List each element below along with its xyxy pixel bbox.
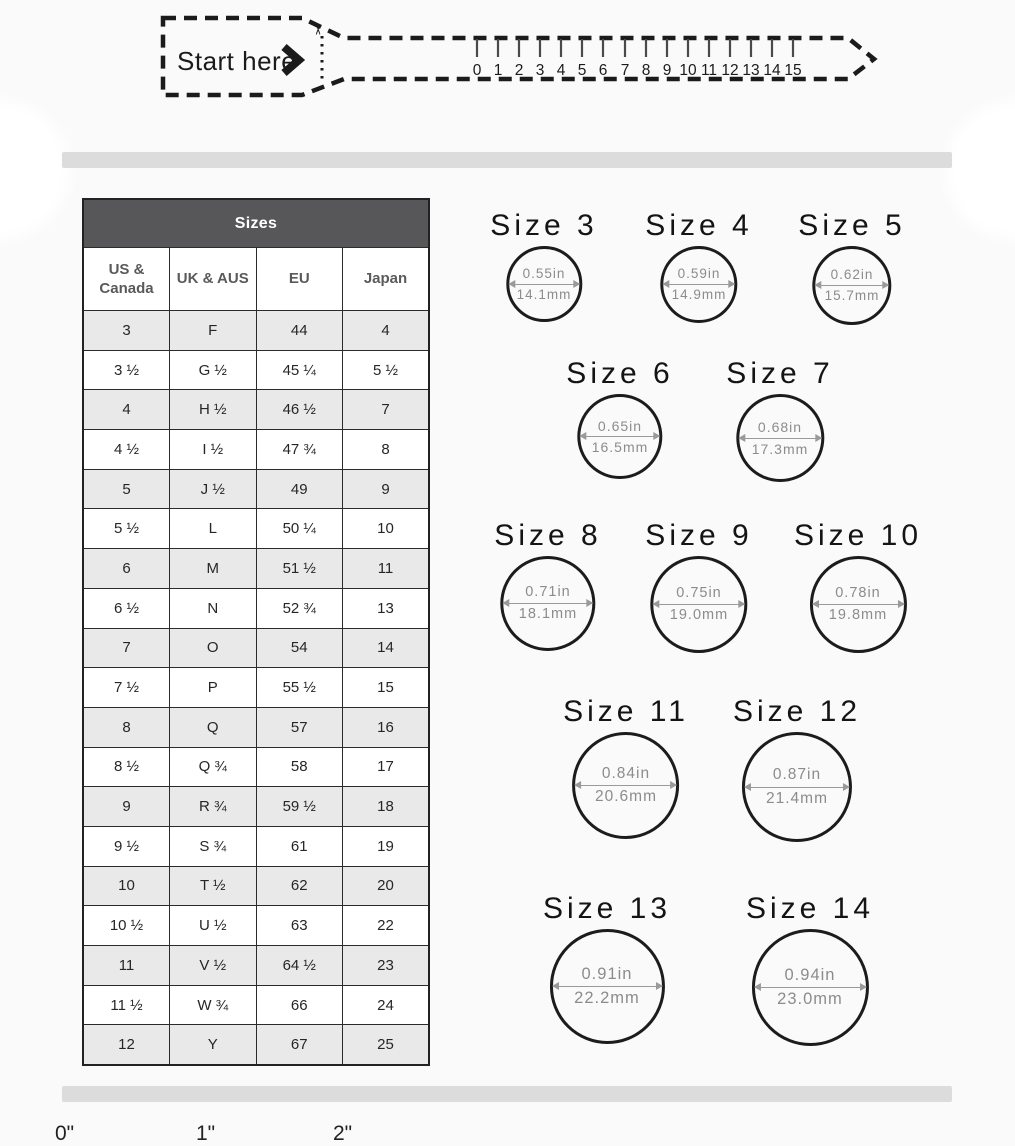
cell-jp: 22	[343, 906, 430, 946]
ring-size-6	[566, 358, 673, 479]
ring-title: Size 9	[645, 519, 753, 552]
cell-jp: 20	[343, 866, 430, 906]
cell-jp: 17	[343, 747, 430, 787]
svg-text:9: 9	[662, 62, 672, 79]
ring-size-12	[733, 696, 861, 842]
diameter-arrow-icon	[503, 603, 592, 604]
cell-uk: G ½	[170, 350, 257, 390]
cell-us: 8	[83, 707, 170, 747]
cell-uk: W ¾	[170, 985, 257, 1025]
ring-diameter-mm: 14.9mm	[671, 287, 727, 302]
ring-diameter-inches: 0.91in	[581, 964, 633, 983]
ring-circle	[506, 246, 582, 322]
svg-text:8: 8	[641, 62, 651, 79]
ring-title: Size 4	[645, 209, 753, 242]
ring-circle	[577, 394, 662, 479]
cell-eu: 45 ¼	[256, 350, 343, 390]
ring-title: Size 13	[542, 892, 672, 925]
diameter-arrow-icon	[815, 285, 888, 286]
ring-diameter-inches: 0.75in	[676, 585, 722, 602]
cell-uk: H ½	[170, 390, 257, 430]
ruler-label-0in: 0"	[55, 1122, 75, 1145]
svg-text:12: 12	[721, 62, 739, 79]
cell-us: 9 ½	[83, 826, 170, 866]
cell-uk: R ¾	[170, 787, 257, 827]
table-row	[83, 430, 429, 470]
ring-circle	[742, 732, 852, 842]
cell-jp: 15	[343, 668, 430, 708]
ring-diameter-mm: 18.1mm	[518, 606, 578, 622]
diameter-arrow-icon	[580, 436, 659, 437]
ring-sizer-graphic	[0, 0, 1015, 112]
cell-eu: 58	[256, 747, 343, 787]
cell-us: 6 ½	[83, 588, 170, 628]
table-row	[83, 906, 429, 946]
table-row	[83, 946, 429, 986]
cell-us: 5	[83, 469, 170, 509]
table-title: Sizes	[83, 199, 429, 248]
ring-diameter-inches: 0.87in	[772, 766, 822, 784]
start-here-label: Start here	[177, 46, 297, 76]
table-row	[83, 350, 429, 390]
col-header-us-canada: US & Canada	[83, 248, 170, 311]
svg-text:10: 10	[679, 62, 697, 79]
cell-eu: 44	[256, 311, 343, 351]
ring-diameter-mm: 23.0mm	[777, 990, 843, 1008]
ring-diameter-inches: 0.65in	[597, 417, 643, 434]
table-header-row	[83, 248, 429, 311]
cell-eu: 50 ¼	[256, 509, 343, 549]
cell-eu: 66	[256, 985, 343, 1025]
cell-us: 10 ½	[83, 906, 170, 946]
ring-title: Size 14	[745, 892, 875, 925]
cell-jp: 7	[343, 390, 430, 430]
table-row	[83, 668, 429, 708]
cell-jp: 16	[343, 707, 430, 747]
cell-eu: 47 ¾	[256, 430, 343, 470]
ruler-label-2in: 2"	[333, 1122, 353, 1145]
cell-us: 6	[83, 549, 170, 589]
table-row	[83, 747, 429, 787]
cell-jp: 4	[343, 311, 430, 351]
cell-eu: 67	[256, 1025, 343, 1065]
svg-text:11: 11	[700, 62, 718, 79]
svg-text:3: 3	[535, 62, 545, 79]
cell-us: 10	[83, 866, 170, 906]
ring-size-13	[543, 893, 671, 1044]
cell-us: 7	[83, 628, 170, 668]
cell-us: 3 ½	[83, 350, 170, 390]
ruler-label-1in: 1"	[196, 1122, 216, 1145]
svg-text:5: 5	[577, 62, 587, 79]
table-row	[83, 866, 429, 906]
cell-jp: 25	[343, 1025, 430, 1065]
cell-eu: 62	[256, 866, 343, 906]
cell-uk: M	[170, 549, 257, 589]
table-row	[83, 826, 429, 866]
cell-us: 11	[83, 946, 170, 986]
ring-size-11	[563, 696, 689, 839]
diameter-arrow-icon	[754, 987, 865, 988]
cell-jp: 23	[343, 946, 430, 986]
cell-uk: L	[170, 509, 257, 549]
ring-circle	[500, 556, 595, 651]
svg-text:4: 4	[556, 62, 566, 79]
ring-size-3	[490, 210, 597, 322]
ring-size-7	[726, 358, 833, 482]
cell-jp: 9	[343, 469, 430, 509]
cell-eu: 63	[256, 906, 343, 946]
cell-uk: Y	[170, 1025, 257, 1065]
ring-circle	[736, 394, 824, 482]
cell-uk: V ½	[170, 946, 257, 986]
diameter-arrow-icon	[812, 604, 903, 605]
ring-diameter-mm: 20.6mm	[595, 788, 657, 805]
diameter-arrow-icon	[509, 284, 579, 285]
cell-us: 4 ½	[83, 430, 170, 470]
ring-circle	[549, 929, 664, 1044]
cell-us: 4	[83, 390, 170, 430]
ring-diameter-inches: 0.71in	[525, 584, 571, 601]
ring-size-4	[645, 210, 752, 323]
diameter-arrow-icon	[663, 284, 734, 285]
edge-vignette-left	[0, 100, 70, 240]
cell-jp: 5 ½	[343, 350, 430, 390]
table-row	[83, 311, 429, 351]
table-row	[83, 469, 429, 509]
cell-us: 12	[83, 1025, 170, 1065]
ring-diameter-inches: 0.78in	[835, 585, 881, 602]
cell-jp: 19	[343, 826, 430, 866]
ring-sizer-strip	[0, 0, 1015, 112]
svg-text:13: 13	[742, 62, 760, 79]
cell-uk: J ½	[170, 469, 257, 509]
diameter-arrow-icon	[576, 785, 677, 786]
diameter-arrow-icon	[739, 438, 821, 439]
cell-eu: 61	[256, 826, 343, 866]
ring-title: Size 6	[566, 357, 674, 390]
table-row	[83, 390, 429, 430]
ring-diameter-mm: 14.1mm	[516, 286, 572, 302]
ring-diameter-mm: 19.0mm	[669, 607, 729, 623]
cell-uk: Q	[170, 707, 257, 747]
ring-title: Size 12	[732, 695, 862, 728]
ring-title: Size 8	[494, 519, 602, 552]
cell-eu: 59 ½	[256, 787, 343, 827]
col-header-uk-aus: UK & AUS	[170, 248, 257, 311]
svg-text:1: 1	[493, 62, 503, 79]
cell-jp: 14	[343, 628, 430, 668]
ring-title: Size 3	[490, 209, 598, 242]
ruler-ticks	[477, 39, 793, 57]
cell-uk: P	[170, 668, 257, 708]
ring-diameter-inches: 0.94in	[784, 965, 836, 984]
ring-circle	[650, 556, 747, 653]
ring-title: Size 7	[726, 357, 834, 390]
cell-eu: 46 ½	[256, 390, 343, 430]
cell-eu: 57	[256, 707, 343, 747]
cell-jp: 24	[343, 985, 430, 1025]
col-header-eu: EU	[256, 248, 343, 311]
diameter-arrow-icon	[552, 986, 661, 987]
table-row	[83, 707, 429, 747]
cell-uk: S ¾	[170, 826, 257, 866]
cell-jp: 8	[343, 430, 430, 470]
cell-uk: Q ¾	[170, 747, 257, 787]
svg-text:15: 15	[784, 62, 802, 79]
ring-size-9	[645, 520, 752, 653]
size-conversion-table	[82, 198, 430, 1066]
cell-us: 5 ½	[83, 509, 170, 549]
ring-circle	[660, 246, 737, 323]
cell-eu: 54	[256, 628, 343, 668]
ring-circle	[751, 929, 868, 1046]
scissors-icon: ✂	[310, 24, 326, 36]
ring-size-14	[746, 893, 874, 1046]
ring-diameter-mm: 22.2mm	[574, 989, 640, 1007]
ring-size-10	[794, 520, 922, 653]
cell-eu: 55 ½	[256, 668, 343, 708]
diameter-arrow-icon	[653, 604, 744, 605]
ring-diameter-mm: 21.4mm	[765, 789, 828, 807]
table-row	[83, 588, 429, 628]
svg-text:6: 6	[598, 62, 608, 79]
ring-diameter-inches: 0.84in	[601, 764, 651, 782]
ring-diameter-inches: 0.55in	[522, 265, 566, 281]
ruler-tick-labels	[473, 62, 802, 79]
ring-diameter-mm: 19.8mm	[828, 607, 888, 623]
cell-uk: O	[170, 628, 257, 668]
ring-title: Size 11	[563, 695, 689, 728]
svg-text:7: 7	[620, 62, 630, 79]
svg-text:14: 14	[763, 62, 781, 79]
cell-us: 7 ½	[83, 668, 170, 708]
ring-circle	[573, 732, 680, 839]
cell-jp: 13	[343, 588, 430, 628]
divider-bar-top	[62, 152, 952, 168]
table-row	[83, 1025, 429, 1065]
cell-uk: T ½	[170, 866, 257, 906]
ring-diameter-inches: 0.59in	[677, 266, 721, 282]
cell-us: 8 ½	[83, 747, 170, 787]
ring-diameter-inches: 0.68in	[757, 419, 803, 436]
svg-text:0: 0	[472, 62, 482, 79]
ring-size-8	[494, 520, 601, 651]
table-row	[83, 509, 429, 549]
divider-bar-bottom	[62, 1086, 952, 1102]
svg-text:2: 2	[514, 62, 524, 79]
ring-diameter-mm: 15.7mm	[824, 288, 880, 303]
cell-uk: U ½	[170, 906, 257, 946]
edge-vignette-right	[945, 100, 1015, 240]
ring-title: Size 10	[793, 519, 923, 552]
cell-jp: 10	[343, 509, 430, 549]
cell-uk: I ½	[170, 430, 257, 470]
cell-eu: 64 ½	[256, 946, 343, 986]
ring-diameter-inches: 0.62in	[830, 267, 874, 283]
ring-diameter-mm: 16.5mm	[591, 439, 649, 455]
ring-diameter-mm: 17.3mm	[751, 440, 809, 457]
diameter-arrow-icon	[745, 787, 849, 788]
ring-title: Size 5	[798, 209, 906, 242]
ring-circle	[809, 556, 906, 653]
table-row	[83, 628, 429, 668]
table-row	[83, 985, 429, 1025]
cell-us: 3	[83, 311, 170, 351]
cell-uk: N	[170, 588, 257, 628]
cell-us: 11 ½	[83, 985, 170, 1025]
cell-eu: 51 ½	[256, 549, 343, 589]
table-row	[83, 549, 429, 589]
cell-jp: 11	[343, 549, 430, 589]
ring-circle	[812, 246, 891, 325]
cell-jp: 18	[343, 787, 430, 827]
cell-eu: 52 ¾	[256, 588, 343, 628]
cell-eu: 49	[256, 469, 343, 509]
cell-uk: F	[170, 311, 257, 351]
table-row	[83, 787, 429, 827]
ring-size-5	[798, 210, 905, 325]
cell-us: 9	[83, 787, 170, 827]
col-header-japan: Japan	[343, 248, 430, 311]
